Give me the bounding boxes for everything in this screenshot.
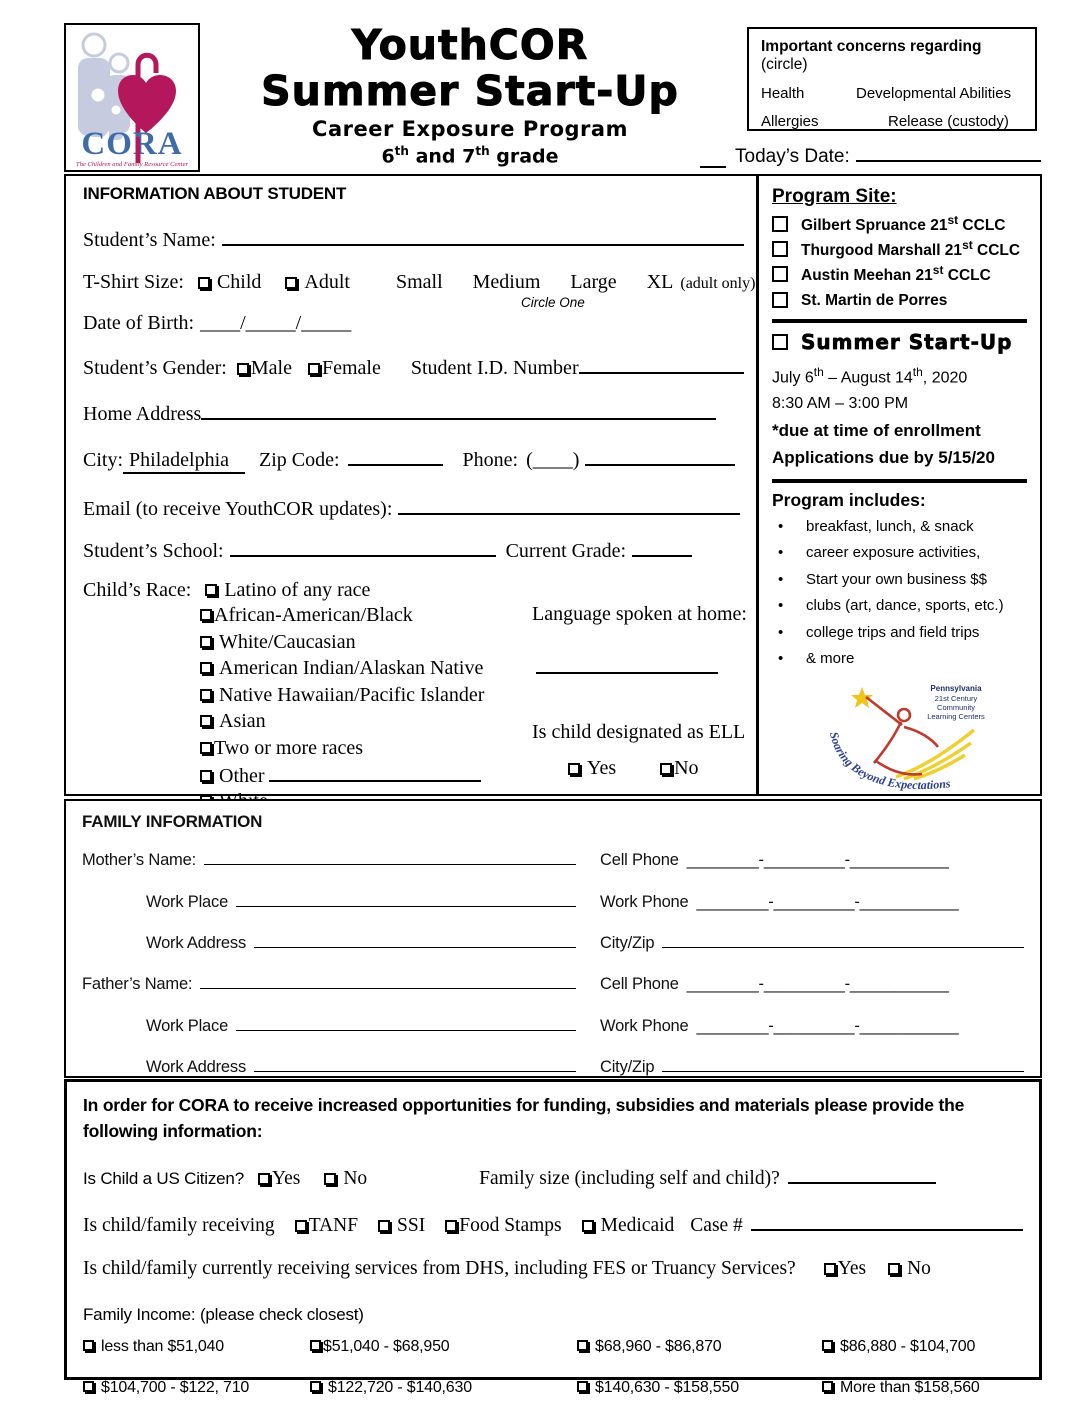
program-site-title: Program Site: [772,186,897,207]
citizen-yes-checkbox[interactable] [258,1173,270,1185]
race-other-label: Other [219,765,265,787]
include-item: • college trips and field trips [772,620,1027,647]
student-id-blank[interactable] [579,353,744,374]
student-id-label: Student I.D. Number [410,357,579,379]
program-site-section [757,174,1042,796]
case-number-blank[interactable] [751,1211,1023,1231]
email-label: Email (to receive YouthCOR updates): [83,498,393,520]
mother-workphone-label: Work Phone [600,892,689,911]
concern-health[interactable]: Health [761,85,805,102]
father-cell-label: Cell Phone [600,975,679,994]
cora-tagline: The Children and Family Resource Center [75,161,189,168]
income-2-label: $51,040 - $68,950 [323,1338,450,1356]
food-stamps-label: Food Stamps [459,1215,562,1237]
family-size-blank[interactable] [788,1167,936,1184]
mother-name-label: Mother’s Name: [82,851,196,870]
svg-text:Community: Community [937,702,975,712]
family-size-label: Family size (including self and child)? [479,1167,780,1189]
circle-one-note: Circle One [521,295,585,310]
size-xl[interactable]: XL [646,271,674,293]
mother-workphone-blank[interactable]: ________-_________-___________ [696,892,959,911]
include-item: • & more [772,646,1027,673]
site-meehan-checkbox[interactable] [772,266,788,282]
svg-text:Pennsylvania: Pennsylvania [930,683,982,693]
todays-date-blank[interactable] [856,142,1041,162]
funding-intro: In order for CORA to receive increased opportunities for funding, subsidies and materials please provide the following information: [83,1095,965,1141]
race-american-indian-label: American Indian/Alaskan Native [219,657,484,679]
father-workphone-blank[interactable]: ________-_________-___________ [696,1016,959,1035]
ell-yes-label: Yes [587,757,617,779]
todays-date-label: Today’s Date: [735,145,850,167]
language-label: Language spoken at home: [532,603,747,625]
father-workaddress-row [82,1055,1024,1077]
site-marshall-label: Thurgood Marshall 21st CCLC [801,238,1021,260]
home-address-label: Home Address [83,403,202,425]
ell-no-checkbox[interactable] [660,763,672,775]
ell-yes-checkbox[interactable] [568,763,580,775]
tshirt-adult-checkbox[interactable] [285,277,297,289]
mother-workplace-label: Work Place [146,892,229,911]
student-section-title: INFORMATION ABOUT STUDENT [83,184,347,203]
father-name-label: Father’s Name: [82,975,193,994]
concerns-title: Important concerns regarding (circle) [761,38,982,73]
income-6-label: $122,720 - $140,630 [328,1379,472,1397]
race-other-checkbox[interactable] [200,770,212,782]
email-blank[interactable] [398,494,740,515]
income-8-checkbox[interactable] [822,1381,833,1392]
citizen-label: Is Child a US Citizen? [83,1168,244,1188]
title-line1: YouthCOR [351,21,589,69]
student-name-blank[interactable] [222,225,744,246]
site-spruance-checkbox[interactable] [772,216,788,232]
include-item: • breakfast, lunch, & snack [772,514,1027,541]
program-dates: July 6th – August 14th, 2020 [772,364,968,386]
sidebar-divider-1 [772,319,1027,323]
citizen-question-row [83,1167,1023,1190]
mother-workaddress-blank[interactable] [254,931,576,948]
tshirt-child-label: Child [216,271,262,293]
size-small[interactable]: Small [395,271,443,293]
dob-label: Date of Birth: [83,312,195,334]
include-item: • Start your own business $$ [772,567,1027,594]
title-line2: Summer Start-Up [261,67,679,115]
language-blank[interactable] [536,653,718,674]
school-label: Student’s School: [83,540,224,562]
father-workplace-row [82,1013,1024,1035]
race-latino-label: Latino of any race [224,579,371,601]
phone-label: Phone: [462,449,519,471]
applications-due: Applications due by 5/15/20 [772,447,995,467]
mother-workplace-blank[interactable] [236,889,576,906]
income-4-checkbox[interactable] [822,1340,833,1351]
race-african-american-checkbox[interactable] [200,609,212,621]
site-porres-label: St. Martin de Porres [801,292,948,310]
income-7-label: $140,630 - $158,550 [595,1379,739,1397]
dhs-yes-label: Yes [837,1258,867,1280]
tshirt-child-checkbox[interactable] [198,277,210,289]
race-hawaiian-checkbox[interactable] [200,689,212,701]
mother-workplace-row [82,889,1024,911]
include-item: • clubs (art, dance, sports, etc.) [772,593,1027,620]
citizen-no-label: No [343,1167,368,1189]
medicaid-checkbox[interactable] [582,1220,594,1232]
gender-label: Student’s Gender: [83,357,227,379]
mother-workaddress-label: Work Address [146,933,246,952]
tanf-checkbox[interactable] [295,1220,307,1232]
size-note: (adult only) [680,275,756,292]
income-5-label: $104,700 - $122, 710 [101,1379,250,1397]
income-3-label: $68,960 - $86,870 [595,1338,722,1356]
bullet-icon: • [778,597,784,615]
cora-logo [64,23,200,172]
dob-blank[interactable]: ____/_____/_____ [200,312,352,334]
income-3-checkbox[interactable] [577,1340,588,1351]
race-hawaiian-label: Native Hawaiian/Pacific Islander [219,683,485,706]
race-white-caucasian-label: White/Caucasian [219,630,356,653]
svg-text:CORA: CORA [81,126,183,162]
size-medium[interactable]: Medium [472,271,541,293]
program-time: 8:30 AM – 3:00 PM [772,394,909,412]
zip-blank[interactable] [348,445,443,466]
bullet-icon: • [778,623,784,641]
current-grade-blank[interactable] [632,536,692,557]
school-blank[interactable] [230,536,496,557]
phone-number-blank[interactable] [585,445,735,466]
income-1-checkbox[interactable] [83,1340,94,1351]
father-workaddress-blank[interactable] [254,1055,576,1072]
income-2-checkbox[interactable] [310,1340,321,1351]
mother-cityzip-label: City/Zip [600,933,655,952]
gender-female-label: Female [321,357,381,379]
father-cityzip-blank[interactable] [662,1055,1024,1072]
gender-male-checkbox[interactable] [237,363,249,375]
ell-no-label: No [674,757,699,779]
mother-cell-label: Cell Phone [600,851,679,870]
city-value: Philadelphia [123,449,245,474]
dhs-yes-checkbox[interactable] [824,1263,836,1275]
dhs-question-row [83,1258,1023,1280]
concern-release[interactable]: Release (custody) [888,113,1009,130]
race-asian-checkbox[interactable] [200,715,212,727]
race-label: Child’s Race: [83,579,192,601]
include-item: • career exposure activities, [772,540,1027,567]
svg-text:Soaring Beyond Expectations: Soaring Beyond Expectations [827,730,952,792]
father-workplace-label: Work Place [146,1016,229,1035]
mother-workaddress-row [82,931,1024,953]
bullet-icon: • [778,650,784,668]
phone-area-blank[interactable]: (____) [526,449,580,471]
income-1-label: less than $51,040 [101,1338,224,1356]
food-stamps-checkbox[interactable] [445,1220,457,1232]
city-label: City: [83,449,124,471]
citizen-no-checkbox[interactable] [324,1173,336,1185]
medicaid-label: Medicaid [600,1215,675,1237]
mother-cityzip-blank[interactable] [662,931,1024,948]
mother-name-row [82,848,1024,870]
bullet-icon: • [778,544,784,562]
mother-name-blank[interactable] [204,848,576,865]
home-address-blank[interactable] [201,399,716,420]
subtitle: Career Exposure Program [312,117,628,141]
svg-text:21st Century: 21st Century [934,693,978,703]
mother-cell-blank[interactable]: ________-_________-___________ [686,851,949,870]
site-meehan-label: Austin Meehan 21st CCLC [801,263,991,285]
case-number-label: Case # [690,1215,743,1237]
citizen-yes-label: Yes [271,1167,301,1189]
funding-info-section [64,1079,1042,1397]
income-6-checkbox[interactable] [310,1381,321,1392]
dhs-label: Is child/family currently receiving services from DHS, including FES or Truancy Services? [83,1258,796,1280]
race-two-or-more-checkbox[interactable] [200,742,212,754]
zip-label: Zip Code: [259,449,340,471]
father-workphone-label: Work Phone [600,1016,689,1035]
father-workaddress-label: Work Address [146,1057,246,1076]
ell-label: Is child designated as ELL [532,721,746,743]
dhs-no-label: No [907,1258,931,1280]
family-income-label: Family Income: (please check closest) [83,1305,364,1325]
race-white-caucasian-checkbox[interactable] [200,636,212,648]
ssi-label: SSI [397,1215,426,1237]
benefits-question-row [83,1211,1023,1237]
tshirt-size-label: T-Shirt Size: [83,271,184,293]
student-name-label: Student’s Name: [83,229,216,251]
sidebar-divider-2 [772,479,1027,483]
race-asian-label: Asian [219,710,266,732]
concerns-box [747,27,1037,131]
race-american-indian-checkbox[interactable] [200,662,212,674]
svg-text:Learning Centers: Learning Centers [927,711,985,721]
gender-female-checkbox[interactable] [308,363,320,375]
program-includes-title: Program includes: [772,489,926,510]
bullet-icon: • [778,570,784,588]
family-income-options [83,1338,1023,1397]
size-large[interactable]: Large [570,271,617,293]
form-title [210,22,730,167]
income-7-checkbox[interactable] [577,1381,588,1392]
stray-line [700,166,726,168]
family-section-title: FAMILY INFORMATION [82,812,263,831]
due-note: *due at time of enrollment [772,420,981,440]
gender-male-label: Male [250,357,292,379]
race-latino-checkbox[interactable] [205,584,217,596]
summer-startup-checkbox[interactable] [772,334,788,350]
todays-date-row [735,142,1041,168]
father-name-blank[interactable] [200,972,576,989]
race-two-or-more-label: Two or more races [214,736,364,759]
tshirt-adult-label: Adult [304,271,350,293]
current-grade-label: Current Grade: [505,540,627,562]
summer-startup-label: Summer Start-Up [801,329,1013,354]
concern-allergies[interactable]: Allergies [761,113,819,130]
cora-logo-graphic [66,25,198,170]
grade-line: 6th and 7th grade [381,144,559,168]
father-workplace-blank[interactable] [236,1013,576,1030]
father-cityzip-label: City/Zip [600,1057,655,1076]
tanf-label: TANF [308,1215,359,1237]
benefits-label: Is child/family receiving [83,1215,275,1237]
concern-developmental[interactable]: Developmental Abilities [856,85,1012,102]
father-cell-blank[interactable]: ________-_________-___________ [686,975,949,994]
site-marshall-checkbox[interactable] [772,241,788,257]
site-spruance-label: Gilbert Spruance 21st CCLC [801,213,1006,235]
ssi-checkbox[interactable] [378,1220,390,1232]
race-other-blank[interactable] [269,761,481,782]
dhs-no-checkbox[interactable] [888,1263,900,1275]
site-porres-checkbox[interactable] [772,292,788,308]
bullet-icon: • [778,517,784,535]
income-8-label: More than $158,560 [840,1379,980,1397]
income-5-checkbox[interactable] [83,1381,94,1392]
income-4-label: $86,880 - $104,700 [840,1338,976,1356]
family-info-section [64,799,1042,1078]
race-african-american-label: African-American/Black [214,604,413,626]
father-name-row [82,972,1024,994]
student-info-section [64,174,758,796]
